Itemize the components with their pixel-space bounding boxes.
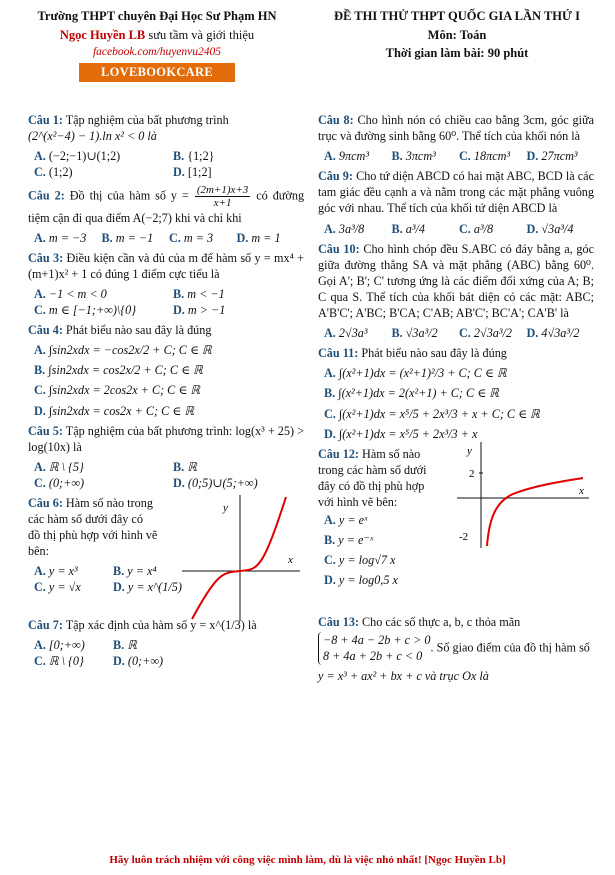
- answer-options: [324, 221, 594, 237]
- question-label: Câu 7:: [28, 617, 63, 632]
- question-label: Câu 8:: [318, 113, 354, 127]
- option-c[interactable]: C. (0;+∞): [34, 475, 85, 490]
- question-11: [318, 345, 594, 361]
- question-text: Phát biểu nào sau đây là đúng: [65, 323, 212, 338]
- collector-name: Ngọc Huyền LB: [59, 27, 146, 42]
- option-b[interactable]: B. y = x⁴: [113, 564, 157, 579]
- answer-options: [34, 230, 304, 246]
- question-text: Phát biểu nào sau đây là đúng: [361, 346, 507, 361]
- question-2: [28, 184, 304, 225]
- collector-suffix: sưu tầm và giới thiệu: [145, 27, 255, 42]
- brand-badge: LOVEBOOKCARE: [79, 63, 235, 82]
- school-name: Trường THPT chuyên Đại Học Sư Phạm HN: [37, 9, 277, 23]
- x-axis-label: x: [288, 553, 293, 566]
- y-tick-label: 2: [469, 467, 475, 480]
- q12-curve: [487, 478, 583, 546]
- answer-options: [324, 512, 449, 588]
- option-b[interactable]: B. m = −1: [101, 230, 154, 245]
- option-b[interactable]: B. a³/4: [391, 221, 425, 236]
- option-c[interactable]: C. y = √x: [34, 580, 81, 595]
- question-12: [318, 446, 594, 614]
- option-a[interactable]: A. y = eˣ: [324, 513, 368, 528]
- answer-options: [34, 286, 304, 318]
- option-a[interactable]: A. ℝ \ {5}: [34, 459, 84, 474]
- option-c[interactable]: C. m = 3: [169, 230, 214, 245]
- question-text: Hàm số nào trong các hàm số dưới đây có đồ thị phù hợp với hình vẽ bên:: [28, 495, 158, 559]
- option-c[interactable]: C. ∫sin2xdx = 2cos2x + C; C ∈ ℝ: [34, 383, 201, 398]
- option-d[interactable]: D. (0;+∞): [113, 654, 164, 669]
- option-c[interactable]: C. 18πcm³: [459, 149, 511, 164]
- option-d[interactable]: D. y = x^(1/5): [113, 580, 182, 595]
- question-1: [28, 112, 304, 144]
- option-c[interactable]: C. a³/8: [459, 221, 494, 236]
- answer-options: [34, 459, 304, 491]
- right-column: [318, 112, 594, 688]
- question-6: [28, 495, 304, 617]
- question-label: Câu 11:: [318, 346, 359, 361]
- question-text: Cho các số thực a, b, c thỏa mãn: [362, 614, 521, 629]
- question-label: Câu 12:: [318, 446, 359, 461]
- answer-options: [34, 148, 304, 180]
- answer-options: [34, 342, 304, 418]
- question-13: [318, 614, 594, 684]
- option-c[interactable]: C. m ∈ [−1;+∞)\{0}: [34, 303, 137, 318]
- question-9: [318, 168, 594, 216]
- option-d[interactable]: D. ∫sin2xdx = cos2x + C; C ∈ ℝ: [34, 403, 194, 418]
- question-text: Tập nghiệm của bất phương trình: [65, 113, 229, 127]
- option-a[interactable]: A. (−2;−1)∪(1;2): [34, 149, 121, 164]
- question-text: Hàm số nào trong các hàm số dưới đây có đồ thị phù hợp với hình vẽ bên:: [318, 446, 427, 509]
- question-text: Tập xác định của hàm số y = x^(1/3) là: [65, 617, 257, 632]
- left-column: [28, 112, 304, 673]
- question-label: Câu 9:: [318, 169, 353, 184]
- answer-options: [324, 325, 594, 341]
- question-text-2: có đường tiệm cận đi qua điểm A(−2;7) khi và chỉ khi: [28, 188, 305, 225]
- option-d[interactable]: D. 4√3a³/2: [526, 326, 580, 341]
- question-label: Câu 5:: [28, 423, 63, 438]
- question-label: Câu 4:: [28, 323, 63, 338]
- option-a[interactable]: A. 2√3a³: [324, 326, 368, 341]
- q12-graph: [453, 440, 593, 550]
- answer-options: [324, 148, 594, 164]
- header-left: [22, 8, 292, 82]
- x-tick-label: -2: [459, 530, 469, 543]
- option-b[interactable]: B. 3πcm³: [391, 149, 436, 164]
- option-b[interactable]: B. ℝ: [173, 459, 197, 474]
- question-label: Câu 2:: [28, 188, 65, 203]
- question-text-2: . Số giao điểm của đồ thị hàm số: [430, 640, 590, 655]
- collector-line: [22, 27, 292, 44]
- option-c[interactable]: C. ℝ \ {0}: [34, 654, 84, 669]
- question-text: Điều kiện cần và đủ của m để hàm số y = mx⁴ + (m+1)x² + 1 có đúng 1 điểm cực tiểu là: [28, 250, 305, 281]
- option-b[interactable]: B. ∫sin2xdx = cos2x/2 + C; C ∈ ℝ: [34, 363, 203, 378]
- option-b[interactable]: B. m < −1: [173, 286, 225, 301]
- option-c[interactable]: C. 2√3a³/2: [459, 326, 513, 341]
- exam-title: ĐỀ THI THỬ THPT QUỐC GIA LẦN THỨ I: [334, 9, 580, 23]
- question-text: Cho hình chóp đều S.ABC có đáy bằng a, góc giữa đường thẳng SA và mặt phẳng (ABC) bằng 60⁰. Gọi A'; B'; C' tương ứng là các điểm đối xứng của A; B; C qua S. Thể tích của khối bát diện có các mặt: ABC; A'B'C'; A'BC; B'CA; C'AB; AB'C'; BC'A'; CA'B' là: [318, 241, 594, 321]
- q6-curve: [192, 497, 286, 619]
- y-axis-label: y: [223, 501, 228, 514]
- option-a[interactable]: A. m = −3: [34, 230, 87, 245]
- exam-subject: Môn: Toán: [427, 27, 487, 42]
- option-c[interactable]: C. (1;2): [34, 165, 73, 180]
- q6-graph: [178, 491, 304, 623]
- option-b[interactable]: B. ∫(x²+1)dx = 2(x²+1) + C; C ∈ ℝ: [324, 386, 499, 401]
- fraction: $\frac{(2m+1)x+3}{x+1}$: [196, 184, 249, 210]
- answer-options: [324, 365, 594, 441]
- y-axis-label: y: [467, 444, 472, 457]
- option-d[interactable]: D. √3a³/4: [526, 221, 574, 236]
- option-d[interactable]: D. (0;5)∪(5;+∞): [173, 475, 258, 490]
- condition-system: −8 + 4a − 2b + c > 0 8 + 4a + 2b + c < 0: [318, 632, 430, 665]
- question-text: Đồ thị của hàm số y =: [69, 188, 189, 203]
- question-text: Cho tứ diện ABCD có hai mặt ABC, BCD là các tam giác đều cạnh a và nằm trong các mặt phẳng vuông góc với nhau. Thể tích của khối tứ diện ABCD là: [318, 169, 594, 216]
- option-a[interactable]: A. ∫sin2xdx = −cos2x/2 + C; C ∈ ℝ: [34, 343, 212, 358]
- question-label: Câu 10:: [318, 241, 360, 256]
- answer-options: [34, 637, 184, 669]
- option-a[interactable]: A. [0;+∞): [34, 638, 85, 653]
- question-text: Tập nghiệm của bất phương trình: log(x³ + 25) > log(10x) là: [28, 423, 304, 454]
- option-c[interactable]: C. ∫(x²+1)dx = x⁵/5 + 2x³/3 + x + C; C ∈ ℝ: [324, 406, 540, 421]
- question-8: [318, 112, 594, 144]
- question-5: [28, 423, 304, 455]
- option-a[interactable]: A. −1 < m < 0: [34, 286, 107, 301]
- question-label: Câu 1:: [28, 113, 63, 127]
- question-text: Cho hình nón có chiều cao bằng 3cm, góc giữa trục và đường sinh bằng 60⁰. Thể tích của khối nón là: [318, 113, 594, 144]
- facebook-link[interactable]: facebook.com/huyenvu2405: [92, 46, 222, 58]
- footer-motto: Hãy luôn trách nhiệm với công việc mình làm, dù là việc nhỏ nhất! [Ngọc Huyền Lb]: [109, 854, 506, 866]
- option-d[interactable]: D. 27πcm³: [526, 149, 578, 164]
- answer-options: [34, 563, 184, 595]
- option-b[interactable]: B. {1;2}: [173, 149, 215, 164]
- question-label: Câu 6:: [28, 495, 63, 510]
- question-4: [28, 322, 304, 338]
- header-right: [312, 8, 602, 62]
- question-text-3: y = x³ + ax² + bx + c và trục Ox là: [318, 668, 489, 683]
- option-a[interactable]: A. ∫(x²+1)dx = (x²+1)²/3 + C; C ∈ ℝ: [324, 366, 507, 381]
- option-d[interactable]: D. m > −1: [173, 303, 226, 318]
- option-b[interactable]: B. y = e⁻ˣ: [324, 533, 374, 548]
- option-c[interactable]: C. y = log√7 x: [324, 553, 396, 568]
- option-b[interactable]: B. ℝ: [113, 638, 137, 653]
- option-d[interactable]: D. ∫(x²+1)dx = x⁵/5 + 2x³/3 + x: [324, 426, 478, 441]
- question-label: Câu 13:: [318, 614, 359, 629]
- x-axis-label: x: [579, 484, 584, 497]
- option-b[interactable]: B. √3a³/2: [391, 326, 438, 341]
- question-expr: (2^(x²−4) − 1).ln x² < 0 là: [28, 129, 157, 144]
- question-label: Câu 3:: [28, 250, 64, 265]
- option-d[interactable]: D. [1;2]: [173, 165, 212, 180]
- option-a[interactable]: A. 3a³/8: [324, 221, 365, 236]
- question-10: [318, 241, 594, 321]
- option-d[interactable]: D. m = 1: [236, 230, 281, 245]
- exam-duration: Thời gian làm bài: 90 phút: [385, 46, 529, 60]
- option-a[interactable]: A. y = x³: [34, 564, 78, 579]
- question-3: [28, 250, 304, 282]
- option-d[interactable]: D. y = log0,5 x: [324, 573, 398, 588]
- option-a[interactable]: A. 9πcm³: [324, 149, 369, 164]
